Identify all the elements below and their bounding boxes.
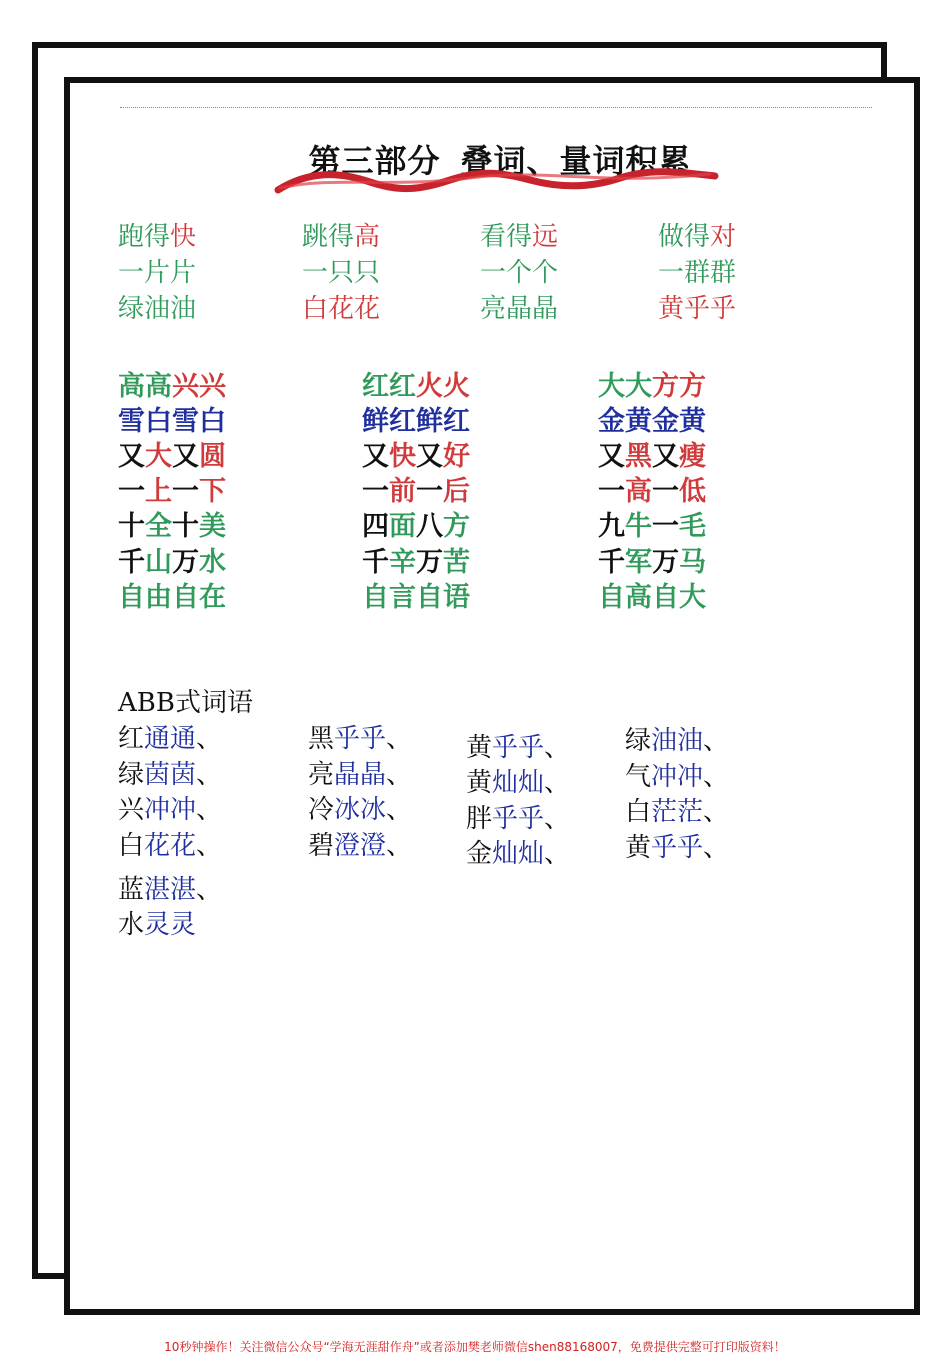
phrase: 跳得高 <box>302 222 381 252</box>
phrase: 一只只 <box>302 258 381 288</box>
phrase: 跑得快 <box>118 222 197 252</box>
phrase: 绿油油 <box>118 294 197 324</box>
dotted-divider <box>120 107 872 108</box>
phrase: 自由自在 <box>118 582 226 613</box>
phrase: 千辛万苦 <box>362 547 470 578</box>
abb-word: 碧澄澄、 <box>308 831 413 861</box>
red-brush-underline <box>270 168 730 198</box>
phrase: 黄乎乎 <box>658 294 737 324</box>
abb-word: 兴冲冲、 <box>118 795 223 825</box>
abb-word: 红通通、 <box>118 724 223 754</box>
abb-word: 气冲冲、 <box>625 762 730 792</box>
abb-word: 黄乎乎、 <box>466 733 571 763</box>
phrase: 做得对 <box>658 222 737 252</box>
abb-word: 胖乎乎、 <box>466 804 571 834</box>
phrase: 九牛一毛 <box>598 511 706 542</box>
phrase: 一高一低 <box>598 476 706 507</box>
phrase: 千军万马 <box>598 547 706 578</box>
phrase: 又黑又瘦 <box>598 441 706 472</box>
phrase: 金黄金黄 <box>598 406 706 437</box>
phrase: 又大又圆 <box>118 441 226 472</box>
phrase: 自言自语 <box>362 582 470 613</box>
phrase: 四面八方 <box>362 511 470 542</box>
phrase: 又快又好 <box>362 441 470 472</box>
title-block <box>270 130 730 200</box>
abb-word: 白茫茫、 <box>625 797 730 827</box>
phrase: 一群群 <box>658 258 737 288</box>
phrase: 一个个 <box>480 258 559 288</box>
abb-word: 黑乎乎、 <box>308 724 413 754</box>
phrase: 一上一下 <box>118 476 226 507</box>
abb-word: 水灵灵 <box>118 910 197 940</box>
phrase: 自高自大 <box>598 582 706 613</box>
abb-heading: ABB式词语 <box>118 688 253 718</box>
abb-word: 绿油油、 <box>625 726 730 756</box>
abb-word: 白花花、 <box>118 831 223 861</box>
phrase: 十全十美 <box>118 511 226 542</box>
title-topic: 叠词、量词积累 <box>460 142 692 180</box>
title-part: 第三部分 <box>308 142 441 180</box>
phrase: 千山万水 <box>118 547 226 578</box>
phrase: 一片片 <box>118 258 197 288</box>
abb-word: 冷冰冰、 <box>308 795 413 825</box>
phrase: 雪白雪白 <box>118 406 226 437</box>
phrase: 看得远 <box>480 222 559 252</box>
abb-word: 蓝湛湛、 <box>118 875 223 905</box>
phrase: 一前一后 <box>362 476 470 507</box>
phrase: 白花花 <box>302 294 381 324</box>
phrase: 大大方方 <box>598 371 706 402</box>
abb-word: 黄灿灿、 <box>466 768 571 798</box>
phrase: 高高兴兴 <box>118 371 226 402</box>
footer-notice: 10秒钟操作！关注微信公众号“学海无涯甜作舟”或者添加樊老师微信shen88168007，免费提供完整可打印版资料！ <box>164 1340 786 1354</box>
phrase: 鲜红鲜红 <box>362 406 470 437</box>
abb-word: 黄乎乎、 <box>625 833 730 863</box>
abb-word: 亮晶晶、 <box>308 760 413 790</box>
phrase: 亮晶晶 <box>480 294 559 324</box>
abb-word: 绿茵茵、 <box>118 760 223 790</box>
phrase: 红红火火 <box>362 371 470 402</box>
abb-word: 金灿灿、 <box>466 839 571 869</box>
